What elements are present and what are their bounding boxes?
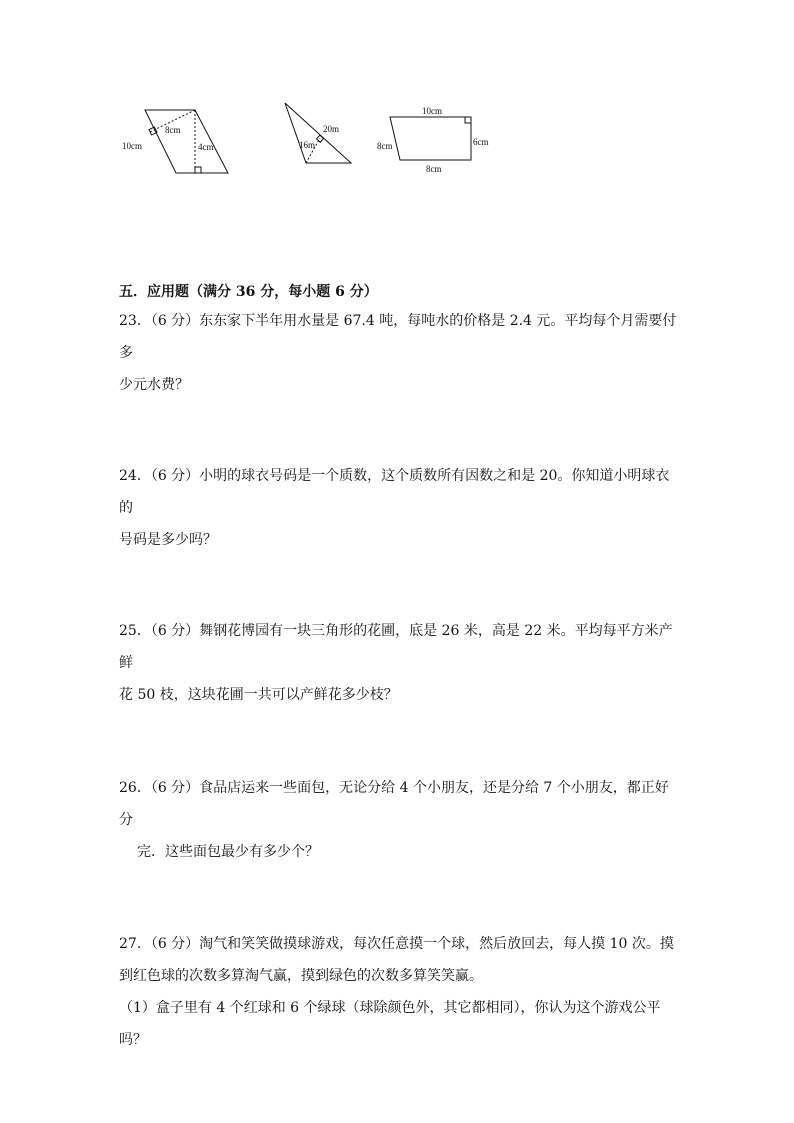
parallelogram-height-a-label: 8cm — [165, 125, 181, 135]
question-24 — [119, 460, 679, 556]
question-line: 23．（6 分）东东家下半年用水量是 67.4 吨，每吨水的价格是 2.4 元。平均每个月需要付多 — [119, 313, 677, 361]
triangle-side-a-label: 20m — [323, 124, 340, 134]
question-26 — [119, 772, 679, 868]
trapezoid-left-label: 8cm — [377, 141, 393, 151]
parallelogram-figure — [145, 110, 228, 173]
question-line: 号码是多少吗？ — [119, 532, 217, 548]
question-23 — [119, 305, 679, 401]
question-line: 少元水费？ — [119, 377, 189, 393]
question-25 — [119, 615, 679, 711]
triangle-figure — [285, 103, 351, 163]
question-line: 花 50 枝，这块花圃一共可以产鲜花多少枝？ — [119, 687, 398, 703]
triangle-side-b-label: 16m — [299, 140, 316, 150]
parallelogram-side-label: 10cm — [122, 141, 142, 151]
trapezoid-top-label: 10cm — [422, 106, 442, 116]
trapezoid-figure — [390, 117, 471, 160]
question-line: 完．这些面包最少有多少个？ — [137, 844, 319, 860]
question-subquestion: （1）盒子里有 4 个红球和 6 个绿球（球除颜色外，其它都相同），你认为这个游戏公平吗？ — [119, 1000, 661, 1048]
trapezoid-right-label: 6cm — [473, 137, 489, 147]
question-line: 到红色球的次数多算淘气赢，摸到绿色的次数多算笑笑赢。 — [119, 968, 483, 984]
trapezoid-bottom-label: 8cm — [426, 164, 442, 174]
parallelogram-height-b-label: 4cm — [198, 142, 214, 152]
question-line: 27．（6 分）淘气和笑笑做摸球游戏，每次任意摸一个球，然后放回去，每人摸 10 次。摸 — [119, 936, 674, 952]
question-27 — [119, 928, 679, 1056]
section-title: 五．应用题（满分 36 分，每小题 6 分） — [119, 284, 378, 300]
geometry-figures — [0, 0, 794, 200]
question-line: 25．（6 分）舞钢花博园有一块三角形的花圃，底是 26 米，高是 22 米。平均每平方米产鲜 — [119, 623, 673, 671]
question-line: 26．（6 分）食品店运来一些面包，无论分给 4 个小朋友，还是分给 7 个小朋友，都正好分 — [119, 780, 669, 828]
question-line: 24．（6 分）小明的球衣号码是一个质数，这个质数所有因数之和是 20。你知道小明球衣的 — [119, 468, 670, 516]
